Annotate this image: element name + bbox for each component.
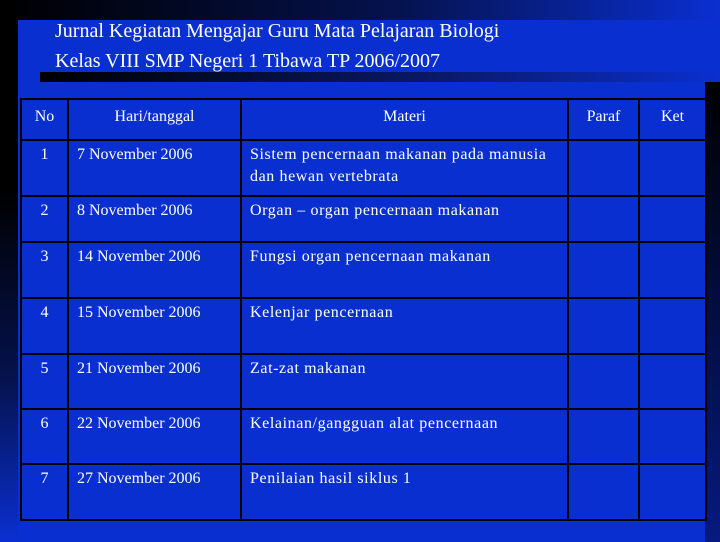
cell-ket (639, 409, 706, 464)
cell-materi: Penilaian hasil siklus 1 (241, 464, 568, 520)
cell-ket (639, 196, 706, 242)
table-row (21, 409, 706, 464)
cell-materi: Sistem pencernaan makanan pada manusia dan hewan vertebrata (241, 140, 568, 196)
cell-no: 5 (21, 354, 68, 409)
cell-ket (639, 140, 706, 196)
cell-no: 2 (21, 196, 68, 242)
cell-no: 1 (21, 140, 68, 196)
cell-no: 4 (21, 298, 68, 354)
cell-date: 14 November 2006 (68, 242, 241, 298)
background-left-band (0, 0, 18, 540)
cell-paraf (568, 464, 639, 520)
table-row (21, 242, 706, 298)
table-row (21, 354, 706, 409)
cell-paraf (568, 298, 639, 354)
table-row (21, 464, 706, 520)
cell-paraf (568, 196, 639, 242)
cell-date: 27 November 2006 (68, 464, 241, 520)
header-date: Hari/tanggal (68, 99, 241, 140)
cell-ket (639, 242, 706, 298)
journal-table (20, 98, 707, 521)
cell-date: 7 November 2006 (68, 140, 241, 196)
cell-date: 21 November 2006 (68, 354, 241, 409)
table-header-row (21, 99, 706, 140)
cell-date: 15 November 2006 (68, 298, 241, 354)
table-row (21, 140, 706, 196)
cell-no: 7 (21, 464, 68, 520)
cell-paraf (568, 140, 639, 196)
slide-title (55, 16, 695, 76)
cell-materi: Zat-zat makanan (241, 354, 568, 409)
header-materi: Materi (241, 99, 568, 140)
cell-ket (639, 354, 706, 409)
background-right-shadow (705, 82, 720, 542)
cell-no: 3 (21, 242, 68, 298)
cell-ket (639, 464, 706, 520)
cell-ket (639, 298, 706, 354)
cell-materi: Organ – organ pencernaan makanan (241, 196, 568, 242)
cell-materi: Fungsi organ pencernaan makanan (241, 242, 568, 298)
cell-paraf (568, 409, 639, 464)
title-line-2: Kelas VIII SMP Negeri 1 Tibawa TP 2006/2007 (55, 50, 440, 72)
table-row (21, 196, 706, 242)
title-line-1: Jurnal Kegiatan Mengajar Guru Mata Pelajaran Biologi (55, 20, 500, 42)
cell-materi: Kelenjar pencernaan (241, 298, 568, 354)
table-row (21, 298, 706, 354)
cell-paraf (568, 242, 639, 298)
cell-date: 8 November 2006 (68, 196, 241, 242)
header-ket: Ket (639, 99, 706, 140)
cell-materi: Kelainan/gangguan alat pencernaan (241, 409, 568, 464)
header-paraf: Paraf (568, 99, 639, 140)
header-no: No (21, 99, 68, 140)
cell-date: 22 November 2006 (68, 409, 241, 464)
cell-no: 6 (21, 409, 68, 464)
cell-paraf (568, 354, 639, 409)
